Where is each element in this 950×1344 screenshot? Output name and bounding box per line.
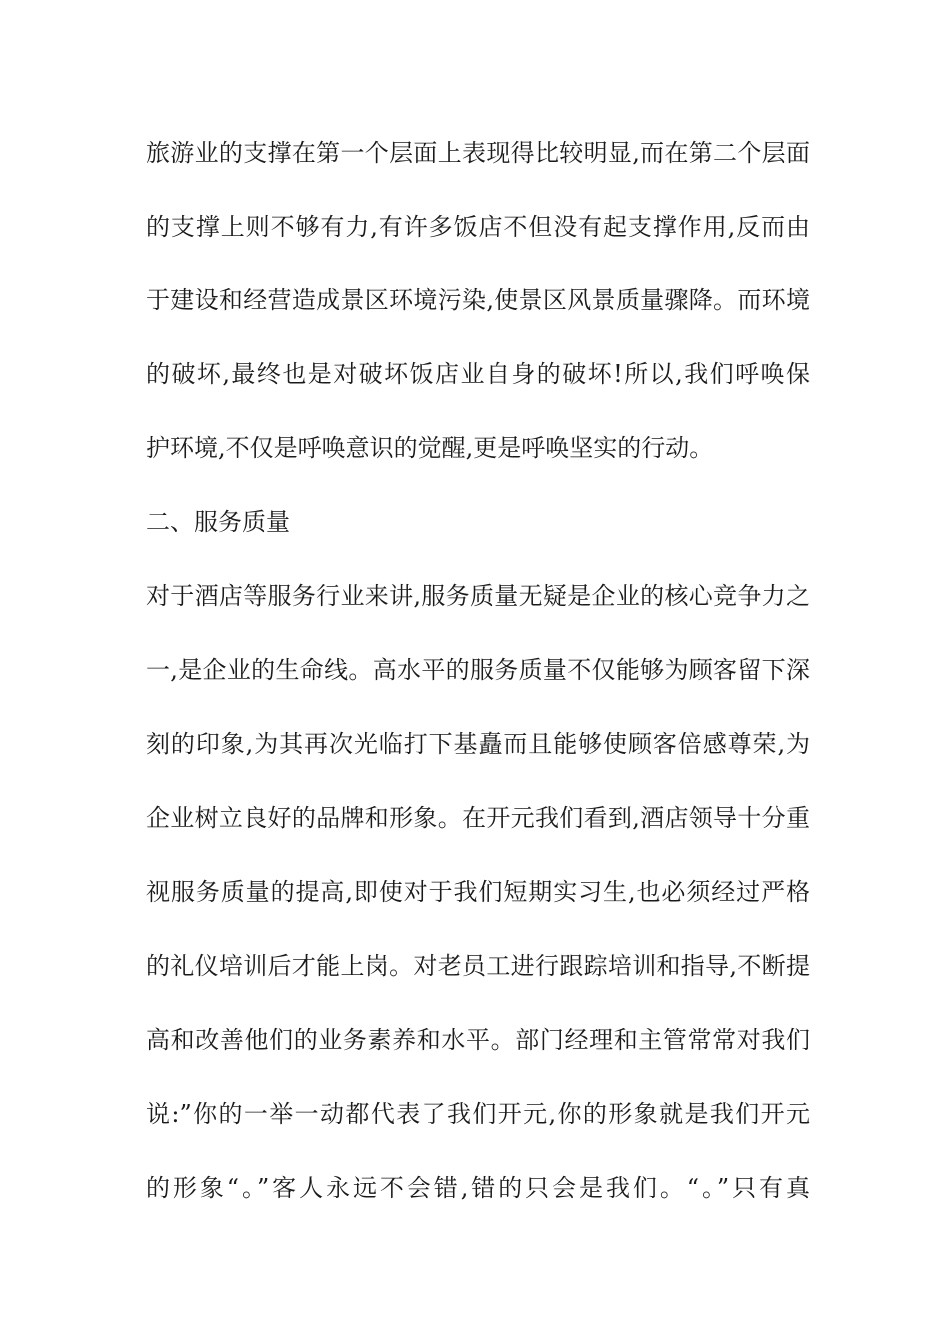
paragraph-2-line-3: 刻的印象,为其再次光临打下基矗而且能够使顾客倍感尊荣,为	[146, 730, 810, 758]
paragraph-1-line-4: 的破坏,最终也是对破坏饭店业自身的破坏!所以,我们呼唤保	[146, 360, 810, 388]
paragraph-2-line-9: 的形象“。”客人永远不会错,错的只会是我们。“。”只有真	[146, 1174, 810, 1202]
paragraph-1-line-1: 旅游业的支撑在第一个层面上表现得比较明显,而在第二个层面	[146, 139, 810, 167]
paragraph-1-line-5: 护环境,不仅是呼唤意识的觉醒,更是呼唤坚实的行动。	[146, 434, 714, 462]
paragraph-1-line-3: 于建设和经营造成景区环境污染,使景区风景质量骤降。而环境	[146, 286, 810, 314]
section-heading: 二、服务质量	[146, 508, 290, 536]
paragraph-2-line-4: 企业树立良好的品牌和形象。在开元我们看到,酒店领导十分重	[146, 804, 810, 832]
paragraph-2-line-6: 的礼仪培训后才能上岗。对老员工进行跟踪培训和指导,不断提	[146, 952, 810, 980]
paragraph-2-line-7: 高和改善他们的业务素养和水平。部门经理和主管常常对我们	[146, 1026, 810, 1054]
paragraph-2-line-8: 说:”你的一举一动都代表了我们开元,你的形象就是我们开元	[146, 1100, 810, 1128]
paragraph-2-line-1: 对于酒店等服务行业来讲,服务质量无疑是企业的核心竞争力之	[146, 582, 810, 610]
paragraph-2-line-2: 一,是企业的生命线。高水平的服务质量不仅能够为顾客留下深	[146, 656, 810, 684]
paragraph-1-line-2: 的支撑上则不够有力,有许多饭店不但没有起支撑作用,反而由	[146, 213, 810, 241]
paragraph-2-line-5: 视服务质量的提高,即使对于我们短期实习生,也必须经过严格	[146, 878, 810, 906]
